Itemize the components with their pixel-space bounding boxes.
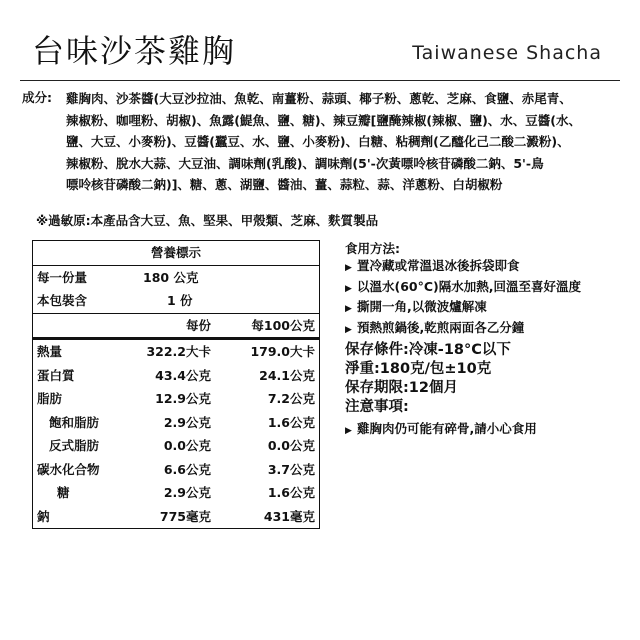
ingredients-line: 辣椒粉、咖哩粉、胡椒)、魚露(鯷魚、鹽、糖)、辣豆瓣[鹽醃辣椒(辣椒、鹽)、水、豆醬(水、 bbox=[66, 112, 581, 128]
storage-condition: 保存條件:冷凍-18°C以下 bbox=[345, 342, 511, 358]
nutrient-row bbox=[33, 387, 319, 411]
product-info-panel bbox=[345, 240, 635, 441]
ingredients-line: 辣椒粉、脫水大蒜、大豆油、調味劑(乳酸)、調味劑(5'-次黃嘌呤核苷磷酸二鈉、5'-鳥 bbox=[66, 155, 544, 171]
nutrient-per-100g: 1.6公克 bbox=[267, 414, 315, 430]
ingredients-label: 成分: bbox=[22, 90, 52, 105]
net-weight: 淨重:180克/包±10克 bbox=[345, 361, 492, 377]
ingredients-line: 鹽、大豆、小麥粉)、豆醬(蠶豆、水、鹽、小麥粉)、白糖、粘稠劑(乙醯化己二酸二澱粉)、 bbox=[66, 134, 570, 149]
nutrient-per-100g: 1.6公克 bbox=[267, 485, 315, 500]
nutrient-name: 蛋白質 bbox=[37, 367, 75, 383]
triangle-bullet-icon: ▶ bbox=[345, 324, 352, 335]
usage-step-text: 以溫水(60°C)隔水加熱,回溫至喜好溫度 bbox=[357, 278, 581, 294]
triangle-bullet-icon: ▶ bbox=[345, 263, 352, 273]
nutrient-per-100g: 3.7公克 bbox=[267, 461, 315, 477]
usage-step-text: 置冷藏或常溫退冰後拆袋即食 bbox=[357, 258, 520, 273]
nutrient-per-100g: 0.0公克 bbox=[267, 438, 315, 453]
header-divider bbox=[20, 80, 620, 81]
nutrient-name: 熱量 bbox=[37, 344, 63, 359]
nutrient-per-serving: 6.6公克 bbox=[163, 461, 211, 477]
nutrient-per-serving: 12.9公克 bbox=[155, 391, 211, 406]
product-title-chinese: 台味沙茶雞胸 bbox=[32, 32, 237, 70]
ingredients-line: 嘌呤核苷磷酸二鈉)]、糖、蔥、湖鹽、醬油、薑、蒜粒、蒜、洋蔥粉、白胡椒粉 bbox=[66, 177, 503, 192]
serving-size-label: 每一份量 bbox=[37, 269, 88, 285]
nutrient-row bbox=[33, 434, 319, 458]
ingredients-text bbox=[66, 88, 626, 196]
usage-step-text: 撕開一角,以微波爐解凍 bbox=[357, 299, 487, 314]
nutrient-row bbox=[33, 364, 319, 388]
usage-step bbox=[345, 319, 635, 340]
nutrition-table bbox=[32, 240, 320, 529]
nutrient-per-100g: 7.2公克 bbox=[267, 391, 315, 406]
nutrient-row bbox=[33, 505, 319, 529]
nutrient-row bbox=[33, 481, 319, 505]
product-title-english: Taiwanese Shacha bbox=[412, 42, 602, 64]
usage-step bbox=[345, 298, 635, 319]
nutrient-row bbox=[33, 458, 319, 482]
nutrient-name: 飽和脂肪 bbox=[49, 414, 100, 430]
nutrient-name: 反式脂肪 bbox=[49, 438, 100, 453]
nutrient-per-100g: 179.0大卡 bbox=[250, 344, 315, 359]
nutrient-row bbox=[33, 340, 319, 364]
nutrient-name: 糖 bbox=[57, 485, 70, 500]
triangle-bullet-icon: ▶ bbox=[345, 426, 352, 436]
column-header-row bbox=[33, 313, 319, 338]
usage-heading: 食用方法: bbox=[345, 241, 400, 256]
serving-size-row bbox=[33, 265, 319, 290]
nutrient-per-serving: 0.0公克 bbox=[163, 438, 211, 453]
servings-per-package-value: 1 份 bbox=[167, 293, 193, 308]
nutrient-per-serving: 775毫克 bbox=[159, 508, 211, 524]
nutrient-per-100g: 24.1公克 bbox=[259, 367, 315, 383]
nutrient-per-serving: 2.9公克 bbox=[163, 414, 211, 430]
nutrition-title: 營養標示 bbox=[150, 245, 201, 260]
nutrient-name: 脂肪 bbox=[37, 391, 63, 406]
ingredients-line: 雞胸肉、沙茶醬(大豆沙拉油、魚乾、南薑粉、蒜頭、椰子粉、蔥乾、芝麻、食鹽、赤尾青、 bbox=[66, 91, 572, 106]
nutrient-name: 鈉 bbox=[37, 508, 50, 524]
nutrient-per-serving: 2.9公克 bbox=[163, 485, 211, 500]
servings-per-package-row bbox=[33, 289, 319, 313]
per-100g-header: 每100公克 bbox=[251, 317, 315, 333]
nutrient-per-100g: 431毫克 bbox=[263, 508, 315, 524]
usage-step bbox=[345, 278, 635, 299]
serving-size-value: 180 公克 bbox=[143, 269, 199, 285]
triangle-bullet-icon: ▶ bbox=[345, 283, 352, 294]
notice-heading: 注意事項: bbox=[345, 399, 409, 415]
nutrient-per-serving: 322.2大卡 bbox=[146, 344, 211, 359]
nutrient-row bbox=[33, 411, 319, 435]
shelf-life: 保存期限:12個月 bbox=[345, 380, 458, 396]
nutrient-per-serving: 43.4公克 bbox=[155, 367, 211, 383]
notice-item bbox=[345, 420, 635, 441]
usage-step-text: 預熱煎鍋後,乾煎兩面各乙分鐘 bbox=[357, 319, 525, 335]
notice-item-text: 雞胸肉仍可能有碎骨,請小心食用 bbox=[357, 421, 537, 436]
per-serving-header: 每份 bbox=[185, 317, 211, 333]
usage-step bbox=[345, 257, 635, 278]
allergen-notice: ※過敏原:本產品含大豆、魚、堅果、甲殼類、芝麻、麩質製品 bbox=[36, 213, 379, 228]
nutrient-name: 碳水化合物 bbox=[37, 461, 100, 477]
triangle-bullet-icon: ▶ bbox=[345, 304, 352, 314]
servings-per-package-label: 本包裝含 bbox=[37, 293, 88, 308]
